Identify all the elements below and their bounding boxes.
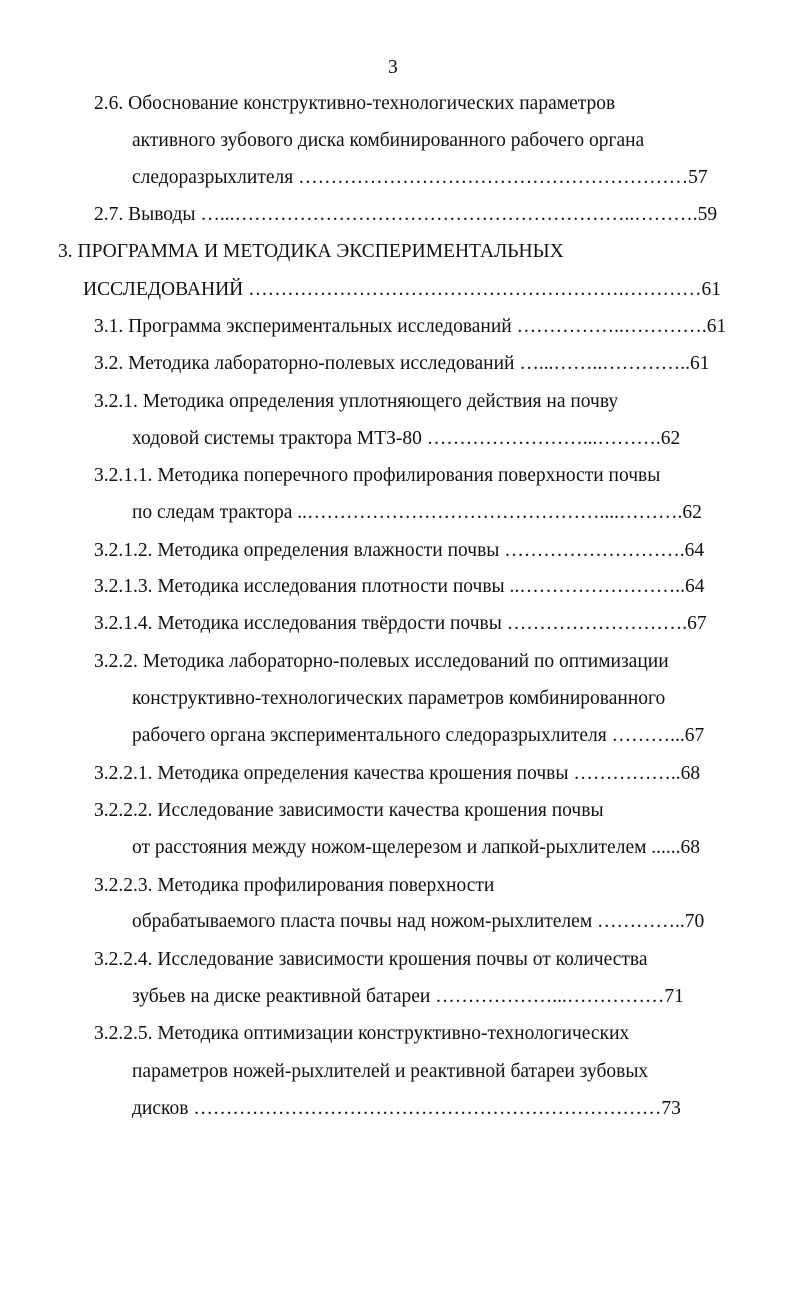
toc-line: рабочего органа экспериментального следоразрыхлителя ………...67	[132, 725, 705, 746]
toc-line: 3.2.1.3. Методика исследования плотности почвы ..……………………..64	[94, 576, 705, 597]
toc-line: от расстояния между ножом-щелерезом и лапкой-рыхлителем ......68	[132, 837, 701, 858]
toc-line: 3. ПРОГРАММА И МЕТОДИКА ЭКСПЕРИМЕНТАЛЬНЫХ	[58, 241, 564, 262]
toc-line: дисков ………………………………………………………………73	[132, 1098, 681, 1119]
toc-line: конструктивно-технологических параметров комбинированного	[132, 688, 666, 709]
toc-line: 3.2.2.1. Методика определения качества крошения почвы ……………..68	[94, 763, 701, 784]
toc-line: обрабатываемого пласта почвы над ножом-рыхлителем …………..70	[132, 911, 705, 932]
toc-line: 3.2.1.4. Методика исследования твёрдости почвы ……………………….67	[94, 613, 707, 634]
toc-line: 3.2.1.1. Методика поперечного профилирования поверхности почвы	[94, 465, 661, 486]
toc-line: 3.2.2.5. Методика оптимизации конструктивно-технологических	[94, 1023, 630, 1044]
toc-line: ИССЛЕДОВАНИЙ ………………………………………………….…………61	[83, 279, 721, 300]
toc-line: 3.2.1. Методика определения уплотняющего действия на почву	[94, 391, 619, 412]
page-number: 3	[388, 57, 398, 78]
toc-line: следоразрыхлителя ……………………………………………………57	[132, 167, 708, 188]
toc-line: ходовой системы трактора МТЗ-80 ……………………...……….62	[132, 428, 681, 449]
toc-line: 3.2.2.3. Методика профилирования поверхности	[94, 875, 495, 896]
toc-line: 3.1. Программа экспериментальных исследований ……………..………….61	[94, 316, 727, 337]
toc-line: параметров ножей-рыхлителей и реактивной батареи зубовых	[132, 1061, 649, 1082]
toc-line: 2.6. Обоснование конструктивно-технологических параметров	[94, 93, 616, 114]
toc-line: 2.7. Выводы …...……………………………………………………..……….59	[94, 204, 718, 225]
toc-line: 3.2.2.4. Исследование зависимости крошения почвы от количества	[94, 949, 648, 970]
toc-line: 3.2. Методика лабораторно-полевых исследований …...……..…………..61	[94, 353, 710, 374]
toc-line: зубьев на диске реактивной батареи ………………...……………71	[132, 986, 684, 1007]
toc-line: активного зубового диска комбинированного рабочего органа	[132, 130, 645, 151]
toc-line: 3.2.1.2. Методика определения влажности почвы ……………………….64	[94, 540, 705, 561]
toc-line: 3.2.2.2. Исследование зависимости качества крошения почвы	[94, 800, 604, 821]
toc-line: по следам трактора ..………………………………………....……….62	[132, 502, 702, 523]
toc-line: 3.2.2. Методика лабораторно-полевых исследований по оптимизации	[94, 651, 669, 672]
